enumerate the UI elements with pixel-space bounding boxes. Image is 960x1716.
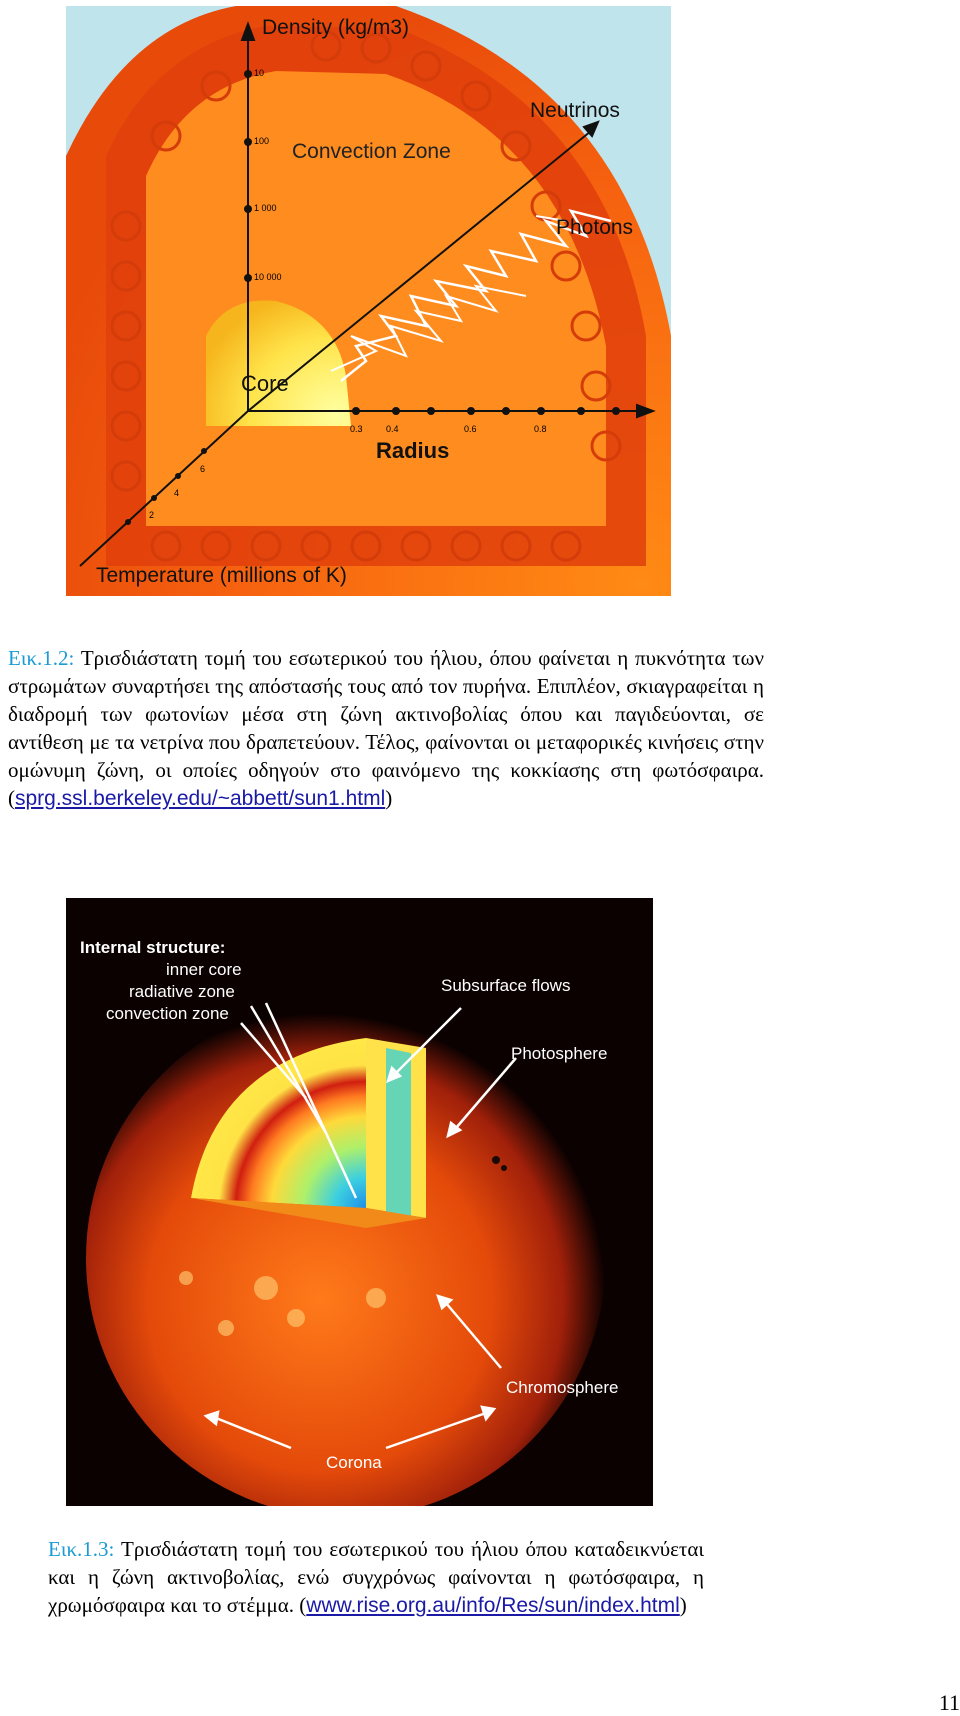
- caption-text: Τρισδιάστατη τομή του εσωτερικού του ήλιου, όπου φαίνεται η πυκνότητα των στρωμάτων συναρτήσει της απόστασής τους από τον πυρήνα. Επιπλέον, σκιαγραφείται η διαδρομή των φωτονίων μέσα στη ζώνη ακτινοβολίας όπου και παγιδεύονται, σε αντίθεση με τα νετρίνα που δραπετεύουν. Τέλος, φαίνονται οι μεταφορικές κινήσεις στην ομώνυμη ζώνη, οι οποίες οδηγούν στο φαινόμενο της κοκκίασης στη φωτόσφαιρα. (: [8, 646, 764, 810]
- density-tick-10: 10: [254, 68, 265, 78]
- radius-tick-0-4: 0.4: [386, 424, 399, 434]
- sun-internal-structure-image: [66, 898, 653, 1506]
- source-link[interactable]: www.rise.org.au/info/Res/sun/index.html: [306, 1594, 680, 1617]
- radius-label: Radius: [376, 438, 450, 463]
- caption-close: ): [385, 786, 393, 810]
- radiative-zone-label: radiative zone: [129, 982, 235, 1001]
- figure-caption-1-2: [8, 644, 764, 813]
- density-tick-10000: 10 000: [254, 272, 282, 282]
- core-label: Core: [241, 371, 289, 396]
- caption-text: Τρισδιάστατη τομή του εσωτερικού του ήλιου όπου καταδεικνύεται και η ζώνη ακτινοβολίας, ενώ συγχρόνως φαίνονται η φωτόσφαιρα, η χρωμόσφαιρα και το στέμμα. (: [48, 1537, 704, 1617]
- page-number: 11: [938, 1690, 960, 1715]
- convection-zone-label-2: convection zone: [106, 1004, 229, 1023]
- density-tick-1000: 1 000: [254, 203, 277, 213]
- neutrinos-label: Neutrinos: [530, 99, 620, 122]
- caption-label: Εικ.1.3:: [48, 1537, 115, 1561]
- corona-label: Corona: [326, 1453, 382, 1472]
- density-axis-label: Density (kg/m3): [262, 16, 410, 39]
- inner-core-label: inner core: [166, 960, 242, 979]
- chromosphere-label: Chromosphere: [506, 1378, 619, 1397]
- photons-label: Photons: [556, 216, 634, 239]
- density-tick-100: 100: [254, 136, 270, 146]
- internal-structure-title: Internal structure:: [80, 938, 226, 957]
- subsurface-flows-label: Subsurface flows: [441, 976, 571, 995]
- temp-tick-2: 2: [149, 510, 155, 520]
- radius-tick-0-6: 0.6: [464, 424, 477, 434]
- sun-density-diagram: [66, 6, 671, 596]
- source-link[interactable]: sprg.ssl.berkeley.edu/~abbett/sun1.html: [15, 787, 386, 810]
- caption-close: ): [679, 1593, 687, 1617]
- temperature-axis-label: Temperature (millions of K): [96, 564, 347, 587]
- caption-label: Εικ.1.2:: [8, 646, 75, 670]
- temp-tick-4: 4: [174, 488, 180, 498]
- radius-tick-0-8: 0.8: [534, 424, 547, 434]
- figure-caption-1-3: [48, 1535, 704, 1620]
- radius-tick-0-3: 0.3: [350, 424, 363, 434]
- photosphere-label: Photosphere: [511, 1044, 608, 1063]
- temp-tick-6: 6: [200, 464, 206, 474]
- convection-zone-label: Convection Zone: [292, 140, 451, 163]
